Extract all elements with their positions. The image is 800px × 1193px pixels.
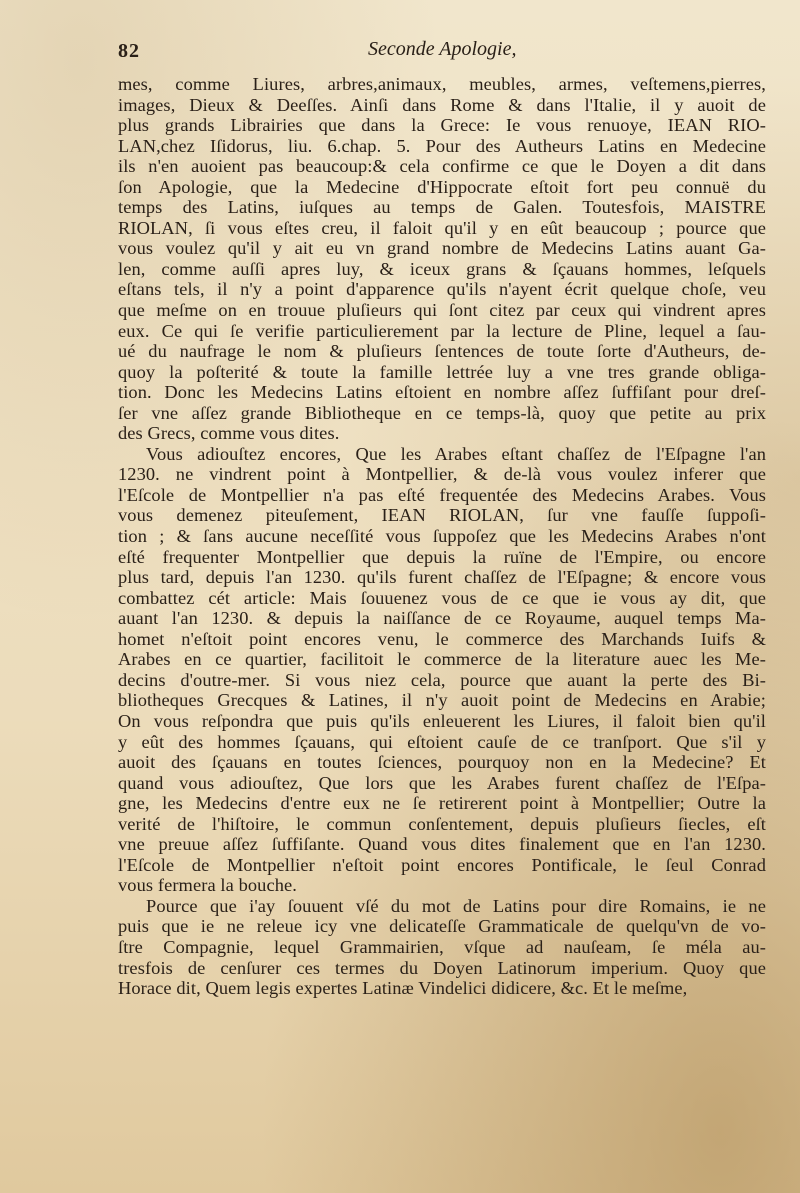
text-line: On vous reſpondra que puis qu'ils enleuerent les Liures, il faloit bien qu'il: [118, 710, 766, 731]
text-line: l'Eſcole de Montpellier n'a pas eſté frequentée des Medecins Arabes. Vous: [118, 484, 766, 505]
text-line: len, comme auſſi apres luy, & iceux grans & ſçauans hommes, leſquels: [118, 258, 766, 279]
text-line: homet n'eſtoit point encores venu, le commerce des Marchands Iuifs &: [118, 628, 766, 649]
text-line: que meſme on en trouue pluſieurs qui ſont citez par ceux qui vindrent apres: [118, 300, 766, 321]
text-line: puis que ie ne releue icy vne delicateſſe Grammaticale de quelqu'vn de vo-: [118, 916, 766, 937]
text-line: tion ; & ſans aucune neceſſité vous ſuppoſez que les Medecins Arabes n'ont: [118, 526, 766, 547]
text-line: tresfois de cenſurer ces termes du Doyen Latinorum imperium. Quoy que: [118, 957, 766, 978]
text-line: Arabes en ce quartier, facilitoit le commerce de la literature auec les Me-: [118, 649, 766, 670]
text-line: mes, comme Liures, arbres,animaux, meubles, armes, veſtemens,pierres,: [118, 74, 766, 94]
text-line: RIOLAN, ſi vous eſtes creu, il faloit qu'il y en eût beaucoup ; pource que: [118, 217, 766, 238]
paragraph: [118, 896, 766, 999]
text-line: ſer vne aſſez grande Bibliotheque en ce temps-là, quoy que petite au prix: [118, 402, 766, 423]
text-line: tion. Donc les Medecins Latins eſtoient en nombre aſſez ſuffiſant pour dreſ-: [118, 382, 766, 403]
text-line: Horace dit, Quem legis expertes Latinæ Vindelici didicere, &c. Et le meſme,: [118, 978, 688, 999]
text-line: des Grecs, comme vous dites.: [118, 423, 340, 444]
text-line: quand vous adiouſtez, Que lors que les Arabes furent chaſſez de l'Eſpa-: [118, 772, 766, 793]
text-line: ſon Apologie, que la Medecine d'Hippocrate eſtoit fort peu connuë du: [118, 176, 766, 197]
text-line: y eût des hommes ſçauans, qui eſtoient cauſe de ce tranſport. Que s'il y: [118, 731, 766, 752]
body-text: [118, 74, 766, 999]
text-line: decins d'outre-mer. Si vous niez cela, pource que auant la perte des Bi-: [118, 669, 766, 690]
text-line: LAN,chez Iſidorus, liu. 6.chap. 5. Pour des Autheurs Latins en Medecine: [118, 135, 766, 156]
text-line: eux. Ce qui ſe verifie particulierement par la lecture de Pline, lequel a ſau-: [118, 320, 766, 341]
text-line: auant l'an 1230. & depuis la naiſſance de ce Royaume, auquel temps Ma-: [118, 608, 766, 629]
page-number: 82: [118, 40, 140, 62]
text-line: vous voulez qu'il y ait eu vn grand nombre de Medecins Latins auant Ga-: [118, 238, 766, 259]
text-line: l'Eſcole de Montpellier n'eſtoit point encores Pontificale, le ſeul Conrad: [118, 854, 766, 875]
text-line: 1230. ne vindrent point à Montpellier, & de-là vous voulez inferer que: [118, 464, 766, 485]
text-line: Pource que i'ay ſouuent vſé du mot de Latins pour dire Romains, ie ne: [146, 895, 766, 916]
text-line: ſtre Compagnie, lequel Grammairien, vſque ad nauſeam, ſe méla au-: [118, 936, 766, 957]
text-line: plus grands Librairies que dans la Grece: Ie vous renuoye, IEAN RIO-: [118, 115, 766, 136]
running-head: [118, 36, 766, 70]
text-line: temps des Latins, iuſques au temps de Galen. Toutesfois, MAISTRE: [118, 197, 766, 218]
text-line: gne, les Medecins d'entre eux ne ſe retirerent point à Montpellier; Outre la: [118, 793, 766, 814]
text-line: images, Dieux & Deeſſes. Ainſi dans Rome & dans l'Italie, il y auoit de: [118, 94, 766, 115]
text-line: plus tard, depuis l'an 1230. qu'ils furent chaſſez de l'Eſpagne; & encore vous: [118, 567, 766, 588]
text-line: Vous adiouſtez encores, Que les Arabes eſtant chaſſez de l'Eſpagne l'an: [146, 443, 766, 464]
paragraph: [118, 74, 766, 444]
text-line: eſté frequenter Montpellier que depuis la ruïne de l'Empire, ou encore: [118, 546, 766, 567]
text-line: ils n'en auoient pas beaucoup:& cela confirme ce que le Doyen a dit dans: [118, 156, 766, 177]
text-line: vous demenez piteuſement, IEAN RIOLAN, ſur vne fauſſe ſuppoſi-: [118, 505, 766, 526]
text-line: bliotheques Grecques & Latines, il n'y auoit point de Medecins en Arabie;: [118, 690, 766, 711]
text-line: vous fermera la bouche.: [118, 875, 297, 896]
text-line: combattez cét article: Mais ſouuenez vous de ce que ie vous ay dit, que: [118, 587, 766, 608]
text-line: quoy la poſterité & toute la famille lettrée luy a vne tres grande obliga-: [118, 361, 766, 382]
paragraph: [118, 444, 766, 896]
text-line: eſtans tels, il n'y a point d'apparence qu'ils n'ayent écrit quelque choſe, veu: [118, 279, 766, 300]
text-line: auoit des ſçauans en toutes ſciences, pourquoy non en la Medecine? Et: [118, 752, 766, 773]
running-title: Seconde Apologie,: [368, 38, 517, 60]
text-line: ué du naufrage le nom & pluſieurs ſentences de toute ſorte d'Autheurs, de-: [118, 341, 766, 362]
text-line: vne preuue aſſez ſuffiſante. Quand vous dites finalement que en l'an 1230.: [118, 834, 766, 855]
text-line: verité de l'hiſtoire, le commun conſentement, depuis pluſieurs ſiecles, eſt: [118, 813, 766, 834]
